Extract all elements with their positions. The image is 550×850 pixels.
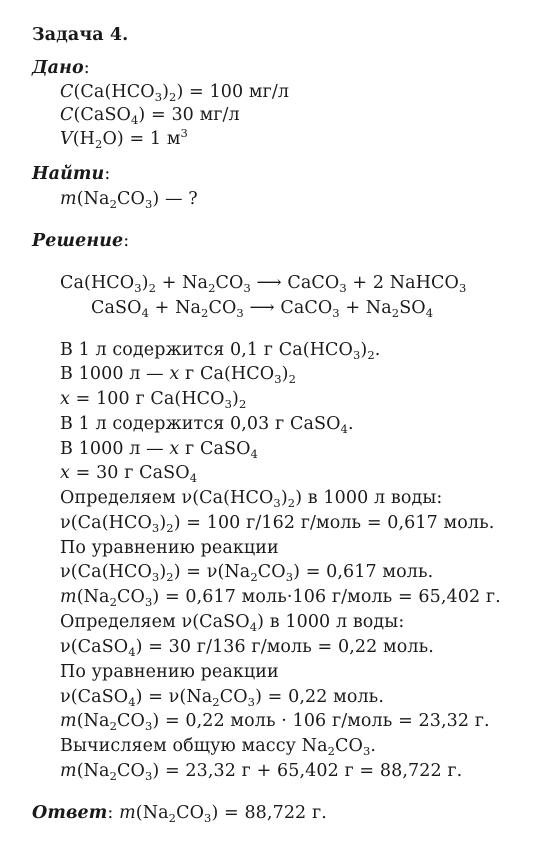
solution-step: В 1 л содержится 0,03 г CaSO$_4$. bbox=[60, 414, 354, 436]
find-heading: Найти: bbox=[32, 164, 111, 184]
solution-step: Определяем $\nu(Ca(HCO_3)_2)$ в 1000 л воды: bbox=[60, 488, 443, 510]
solution-step: $\nu(Ca(HCO_3)_2) = 100$ г/162 г/моль = 0,617 моль. bbox=[60, 513, 495, 535]
solution-heading: Решение: bbox=[32, 231, 130, 251]
reaction-equation: $Ca(HCO_3)_2 + Na_2CO_3$ ⟶ CaCO$_3$ + 2 NaHCO$_3$ bbox=[60, 273, 467, 295]
given-item: C(CaSO$_4$) = 30 мг/л bbox=[60, 105, 240, 127]
solution-step: ν(CaSO$_4$) = 30 г/136 г/моль = 0,22 моль. bbox=[60, 637, 434, 659]
solution-step: ν(CaSO$_4$) = $\nu(Na_2CO_3) = 0,22$ моль. bbox=[60, 687, 384, 709]
solution-step: По уравнению реакции bbox=[60, 662, 279, 682]
problem-title: Задача 4. bbox=[32, 25, 129, 45]
reaction-equation: CaSO$_4$ + $Na_2CO_3$ ⟶ CaCO$_3$ + $Na_2SO_4$ bbox=[91, 298, 434, 320]
given-heading: Дано: bbox=[32, 58, 90, 78]
solution-step: В 1000 л — x г CaSO$_4$ bbox=[60, 439, 258, 461]
solution-step: x = 100 г $Ca(HCO_3)_2$ bbox=[60, 389, 247, 411]
answer-heading: Ответ bbox=[32, 803, 108, 823]
solution-step: По уравнению реакции bbox=[60, 538, 279, 558]
solution-step: В 1000 л — x г $Ca(HCO_3)_2$ bbox=[60, 364, 296, 386]
solution-step: Определяем ν(CaSO$_4$) в 1000 л воды: bbox=[60, 612, 405, 634]
answer-value: $m(Na_2CO_3) = 88,722$ г. bbox=[119, 803, 327, 825]
solution-step: $m(Na_2CO_3) = 23,32$ г + 65,402 г = 88,722 г. bbox=[60, 761, 463, 783]
solution-step: В 1 л содержится 0,1 г $Ca(HCO_3)_2$. bbox=[60, 340, 381, 362]
solution-step: Вычисляем общую массу $Na_2CO_3$. bbox=[60, 736, 377, 758]
answer-line: Ответ: $m(Na_2CO_3) = 88,722$ г. bbox=[32, 803, 327, 825]
solution-step: $m(Na_2CO_3) = 0,617$ моль·106 г/моль = 65,402 г. bbox=[60, 587, 501, 609]
solution-step: x = 30 г CaSO$_4$ bbox=[60, 463, 198, 485]
solution-step: $\nu(Ca(HCO_3)_2) = \nu(Na_2CO_3) = 0,617$ моль. bbox=[60, 562, 434, 584]
given-item: $V(H_2O) = 1$ $м^3$ bbox=[60, 126, 188, 151]
solution-step: $m(Na_2CO_3) = 0,22$ моль · 106 г/моль = 23,32 г. bbox=[60, 711, 490, 733]
find-item: $m(Na_2CO_3)$ — ? bbox=[60, 189, 198, 211]
given-item: $C(Ca(HCO_3)_2) = 100$ мг/л bbox=[60, 82, 290, 104]
